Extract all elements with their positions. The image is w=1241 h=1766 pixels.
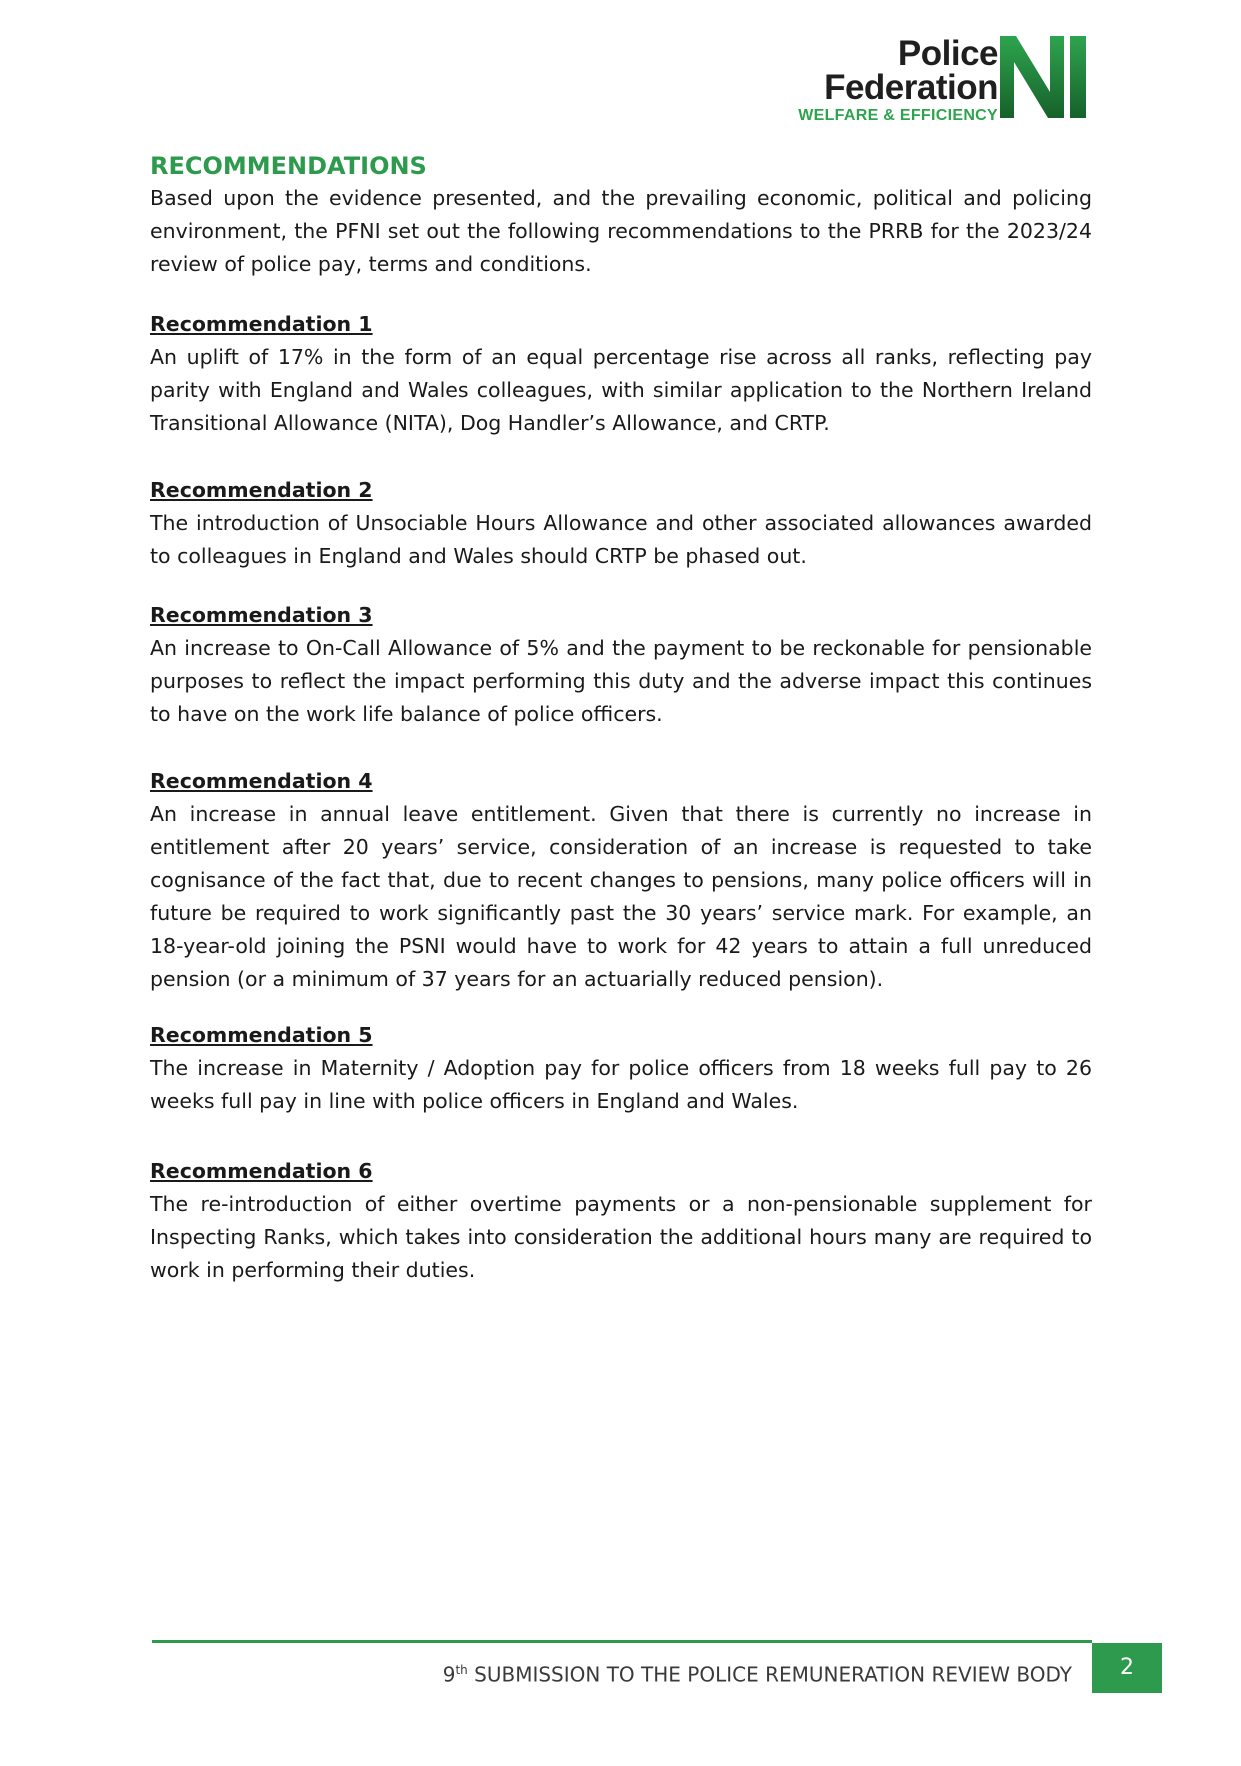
recommendation-title: Recommendation 2 — [150, 478, 373, 502]
intro-paragraph: Based upon the evidence presented, and the prevailing economic, political and policing environment, the PFNI set out the following recommendations to the PRRB for the 2023/24 review of police pay, terms and conditions. — [150, 186, 1092, 276]
recommendation-4 — [150, 765, 1092, 996]
recommendation-1 — [150, 308, 1092, 440]
logo — [760, 30, 1090, 130]
footer-ordinal-suffix: th — [455, 1663, 468, 1677]
recommendation-text: An uplift of 17% in the form of an equal percentage rise across all ranks, reflecting pay parity with England and Wales colleagues, with similar application to the Northern Ireland Transitional Allowance (NITA), Dog Handler’s Allowance, and CRTP. — [150, 345, 1092, 435]
recommendation-text: The introduction of Unsociable Hours Allowance and other associated allowances awarded to colleagues in England and Wales should CRTP be phased out. — [150, 511, 1092, 568]
recommendation-title: Recommendation 4 — [150, 769, 373, 793]
recommendation-3 — [150, 599, 1092, 731]
recommendation-text: An increase to On-Call Allowance of 5% and the payment to be reckonable for pensionable purposes to reflect the impact performing this duty and the adverse impact this continues to have on the work life balance of police officers. — [150, 636, 1092, 726]
footer-title-text: SUBMISSION TO THE POLICE REMUNERATION REVIEW BODY — [467, 1662, 1072, 1687]
recommendation-text: The increase in Maternity / Adoption pay for police officers from 18 weeks full pay to 26 weeks full pay in line with police officers in England and Wales. — [150, 1056, 1092, 1113]
footer-ordinal: 9 — [442, 1662, 456, 1687]
recommendation-title: Recommendation 1 — [150, 312, 373, 336]
recommendation-title: Recommendation 3 — [150, 603, 373, 627]
recommendation-text: The re-introduction of either overtime payments or a non-pensionable supplement for Inspecting Ranks, which takes into consideration the additional hours many are required to work in performing their duties. — [150, 1192, 1092, 1282]
recommendation-5 — [150, 1019, 1092, 1118]
footer-title — [152, 1650, 1072, 1695]
intro-section — [150, 150, 1092, 281]
page-number: 2 — [1092, 1643, 1162, 1693]
logo-tagline: WELFARE & EFFICIENCY — [798, 107, 998, 124]
recommendation-title: Recommendation 6 — [150, 1159, 373, 1183]
recommendation-6 — [150, 1155, 1092, 1287]
logo-ni-mark — [1000, 32, 1090, 122]
page-heading: RECOMMENDATIONS — [150, 152, 427, 180]
recommendation-2 — [150, 474, 1092, 573]
logo-federation: Federation — [824, 68, 998, 107]
recommendation-text: An increase in annual leave entitlement. Given that there is currently no increase in entitlement after 20 years’ service, consideration of an increase is requested to take cognisance of the fact that, due to recent changes to pensions, many police officers will in future be required to work significantly past the 30 years’ service mark. For example, an 18-year-old joining the PSNI would have to work for 42 years to attain a full unreduced pension (or a minimum of 37 years for an actuarially reduced pension). — [150, 802, 1092, 991]
logo-police: Police — [897, 34, 998, 73]
recommendation-title: Recommendation 5 — [150, 1023, 373, 1047]
footer-divider — [152, 1640, 1092, 1643]
